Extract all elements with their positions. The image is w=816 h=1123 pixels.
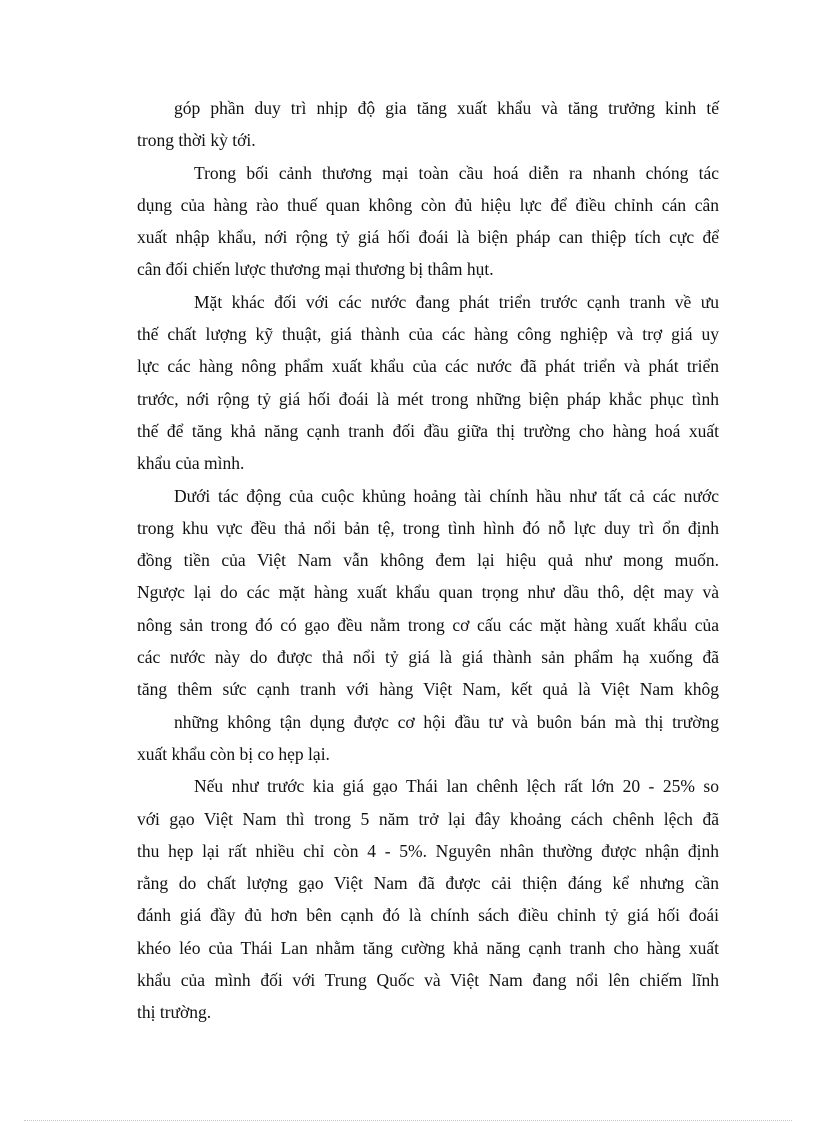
paragraph-2-line-4: cân đối chiến lược thương mại thương bị thâm hụt. <box>137 259 494 280</box>
paragraph-4-line-5: nông sản trong đó có gạo đều nằm trong cơ cấu các mặt hàng xuất khẩu của <box>137 614 719 635</box>
paragraph-5-line-2: với gạo Việt Nam thì trong 5 năm trở lại đây khoảng cách chênh lệch đã <box>137 808 719 829</box>
paragraph-5-line-3: thu hẹp lại rất nhiều chỉ còn 4 - 5%. Nguyên nhân thường được nhận định <box>137 840 719 861</box>
paragraph-4-line-9: xuất khẩu còn bị co hẹp lại. <box>137 743 330 764</box>
paragraph-3-line-1: Mặt khác đối với các nước đang phát triển trước cạnh tranh về ưu <box>194 291 719 312</box>
paragraph-3-line-3: lực các hàng nông phẩm xuất khẩu của các nước đã phát triển và phát triển <box>137 356 719 377</box>
paragraph-3-line-2: thế chất lượng kỹ thuật, giá thành của các hàng công nghiệp và trợ giá uy <box>137 324 719 345</box>
paragraph-1-line-1: góp phần duy trì nhịp độ gia tăng xuất khẩu và tăng trưởng kinh tế <box>174 98 719 118</box>
paragraph-2-line-2: dụng của hàng rào thuế quan không còn đủ hiệu lực để điều chỉnh cán cân <box>137 194 719 215</box>
page-bottom-rule <box>24 1120 792 1121</box>
paragraph-2-line-3: xuất nhập khẩu, nới rộng tỷ giá hối đoái là biện pháp can thiệp tích cực để <box>137 227 719 248</box>
paragraph-5-line-6: khéo léo của Thái Lan nhằm tăng cường khả năng cạnh tranh cho hàng xuất <box>137 937 719 958</box>
paragraph-4-line-6: các nước này do được thả nổi tỷ giá là giá thành sản phẩm hạ xuống đã <box>137 647 719 668</box>
body-text <box>137 92 719 1029</box>
paragraph-5-line-5: đánh giá đầy đủ hơn bên cạnh đó là chính sách điều chỉnh tỷ giá hối đoái <box>137 905 719 926</box>
paragraph-4-line-2: trong khu vực đều thả nổi bản tệ, trong tình hình đó nỗ lực duy trì ổn định <box>137 517 719 538</box>
paragraph-3-line-4: trước, nới rộng tỷ giá hối đoái là mét trong những biện pháp khắc phục tình <box>137 388 719 409</box>
paragraph-5-line-4: rằng do chất lượng gạo Việt Nam đã được cải thiện đáng kể nhưng cần <box>137 873 719 894</box>
paragraph-4-line-7: tăng thêm sức cạnh tranh với hàng Việt Nam, kết quả là Việt Nam khôg <box>137 679 719 700</box>
paragraph-5-line-8: thị trường. <box>137 1002 212 1023</box>
paragraph-4-line-4: Ngược lại do các mặt hàng xuất khẩu quan trọng như dầu thô, dệt may và <box>137 582 719 603</box>
paragraph-3-line-5: thế để tăng khả năng cạnh tranh đối đầu giữa thị trường cho hàng hoá xuất <box>137 420 719 441</box>
paragraph-4-line-8: những không tận dụng được cơ hội đầu tư và buôn bán mà thị trường <box>174 711 719 732</box>
paragraph-4-line-3: đồng tiền của Việt Nam vẫn không đem lại hiệu quả như mong muốn. <box>137 550 719 571</box>
paragraph-3-line-6: khẩu của mình. <box>137 453 245 474</box>
paragraph-1-line-2: trong thời kỳ tới. <box>137 130 256 151</box>
paragraph-5-line-7: khẩu của mình đối với Trung Quốc và Việt Nam đang nổi lên chiếm lĩnh <box>137 970 719 991</box>
paragraph-4-line-1: Dưới tác động của cuộc khủng hoảng tài chính hầu như tất cả các nước <box>174 485 719 506</box>
paragraph-2-line-1: Trong bối cảnh thương mại toàn cầu hoá diễn ra nhanh chóng tác <box>194 162 719 183</box>
paragraph-5-line-1: Nếu như trước kia giá gạo Thái lan chênh lệch rất lớn 20 - 25% so <box>194 776 719 797</box>
